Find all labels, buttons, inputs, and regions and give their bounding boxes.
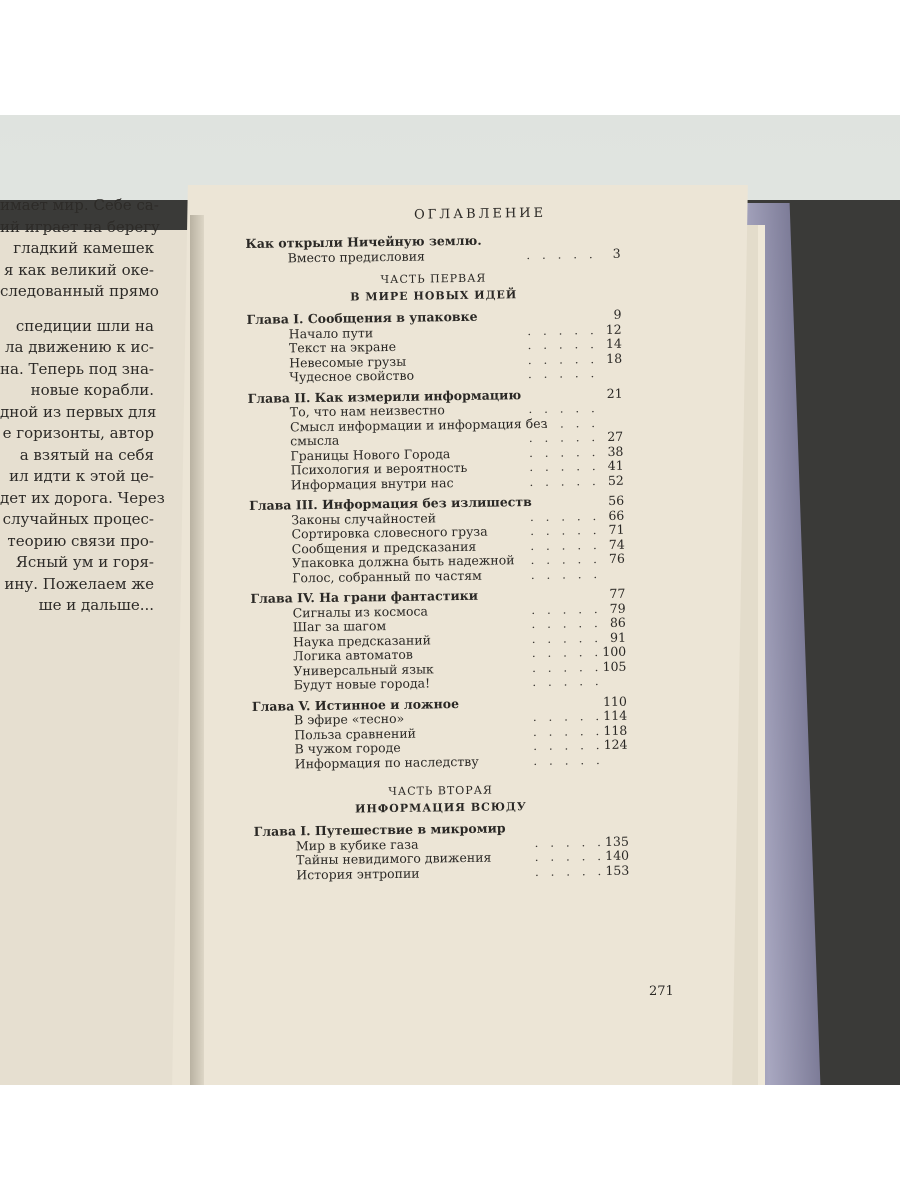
toc-entry-page: 140 [605, 847, 630, 864]
toc-entry-label: Начало пути [288, 324, 374, 341]
text-line: е горизонты, автор [2, 424, 154, 442]
toc-entry-page: 124 [603, 736, 628, 753]
toc-entry-label: Информация по наследству [294, 753, 479, 771]
toc-entry-label: История энтропии [296, 865, 420, 882]
text-line: имает мир. Себе са- [0, 196, 159, 214]
text-line: ий играет на берегу [0, 217, 160, 236]
dot-leader: . . . . . [527, 337, 599, 353]
toc-entry-page: 91 [609, 629, 627, 645]
text-line: Ясный ум и горя- [15, 553, 154, 571]
toc-intro-sub-page: 3 [612, 245, 621, 261]
chapter-heading-label: Глава V. Истинное и ложное [251, 695, 460, 714]
toc-entry-label: Будут новые города! [293, 675, 431, 693]
toc-entry-page: 153 [605, 862, 630, 878]
toc-entry-label: Законы случайностей [291, 509, 437, 527]
dot-leader: . . . . . [529, 459, 600, 475]
dot-leader: . . . . . [529, 508, 601, 524]
dot-leader: . . . . . [528, 401, 599, 417]
toc-entry-label: Наука предсказаний [292, 631, 432, 649]
text-line: спедиции шли на [15, 316, 154, 335]
toc-entry-label: смысла [290, 432, 340, 449]
toc-entry-page: 12 [605, 321, 622, 337]
toc-intro-label: Как открыли Ничейную землю. [245, 232, 482, 251]
dot-leader: . . . . . [531, 601, 602, 617]
chapter-heading-label: Глава III. Информация без излишеств [249, 494, 532, 513]
toc-entry-page: 41 [607, 457, 624, 473]
text-line: теорию связи про- [7, 531, 154, 550]
text-line: а взятый на себя [19, 445, 154, 464]
left-page-text [0, 195, 190, 617]
toc-entry-page: 38 [607, 443, 624, 459]
dot-leader: . . . . . [527, 366, 599, 382]
dot-leader: . . . . . [528, 444, 600, 460]
dot-leader: . . . . . [534, 849, 606, 865]
toc-entry-page: 52 [607, 472, 624, 488]
toc-entry-page: 27 [607, 428, 624, 444]
part-label: ЧАСТЬ ВТОРАЯ [388, 783, 493, 799]
dot-leader: . . . . . [530, 523, 601, 539]
toc-entry-page: 100 [602, 643, 627, 660]
dot-leader: . . . . . [533, 752, 604, 768]
dot-leader: . . . . . [530, 566, 602, 582]
text-line: ше и дальше... [38, 596, 154, 614]
book-gutter [190, 215, 204, 1085]
toc-intro-sub-label: Вместо предисловия [287, 247, 425, 265]
toc-entry-page: 14 [605, 335, 623, 351]
dot-leader: . . . . . [532, 674, 603, 690]
toc-entry-label: Логика автоматов [293, 646, 413, 664]
text-line: на. Теперь под зна- [0, 359, 154, 378]
text-line: случайных процес- [2, 510, 154, 528]
text-line: дной из первых для [0, 402, 157, 421]
dot-leader: . . . . . [532, 723, 604, 739]
toc-entry-label: Текст на экране [288, 338, 397, 356]
dot-leader: . . . . . [530, 552, 602, 568]
chapter-heading-page: 21 [606, 385, 623, 401]
chapter-heading-page: 56 [608, 492, 625, 508]
toc-entry-label: Голос, собранный по частям [292, 567, 482, 585]
toc-entry-label: Смысл информации и информация без [289, 415, 548, 434]
chapter-heading-label: Глава IV. На грани фантастики [250, 587, 479, 606]
paragraph-gap [0, 303, 190, 316]
dot-leader: . . . . . [527, 322, 598, 338]
toc-entry-label: Сортировка словесного груза [291, 523, 488, 542]
dot-leader: . . . . . [534, 863, 606, 879]
dot-leader: . . . . . [534, 834, 605, 850]
page-number: 271 [649, 984, 674, 999]
toc-entry-label: Сообщения и предсказания [291, 538, 477, 556]
chapter-heading-label: Глава II. Как измерили информацию [247, 386, 522, 406]
toc-entry-page: 18 [606, 350, 623, 366]
toc-entry-page: 74 [608, 536, 625, 552]
dot-leader: . . . . . [531, 645, 603, 661]
text-line: дет их дорога. Через [0, 488, 165, 507]
text-line: ил идти к этой це- [9, 467, 154, 485]
toc-entry-label: В чужом городе [294, 739, 401, 757]
chapter-heading-label: Глава I. Путешествие в микромир [253, 820, 506, 839]
toc-entry-page: 76 [608, 550, 626, 566]
toc-entry-page: 135 [604, 833, 629, 849]
toc-entry-page: 71 [608, 521, 625, 537]
dot-leader: . . . . . [528, 415, 600, 431]
toc-entry-page: 114 [603, 707, 628, 724]
chapter-heading-page: 9 [613, 306, 622, 322]
chapter-heading-label: Глава I. Сообщения в упаковке [246, 308, 478, 327]
dot-leader: . . . . . [530, 537, 601, 553]
toc-entry-label: Упаковка должна быть надежной [291, 552, 515, 571]
toc-entry-label: Границы Нового Города [290, 445, 451, 463]
toc-entry-label: Польза сравнений [294, 725, 417, 742]
toc-entry-page: 118 [603, 722, 628, 738]
dot-leader: . . . . . [529, 473, 600, 489]
dot-leader: . . . . . [532, 709, 604, 725]
text-line: ла движению к ис- [4, 338, 154, 356]
toc-entry-label: Психология и вероятность [290, 459, 468, 478]
text-line: я как великий оке- [3, 260, 154, 279]
text-line: гладкий камешек [13, 239, 154, 257]
dot-leader: . . . . . [526, 246, 597, 262]
toc-entry-page: 79 [609, 600, 626, 616]
toc-entry-label: Универсальный язык [293, 660, 434, 678]
toc-entry-label: То, что нам неизвестно [289, 402, 445, 420]
dot-leader: . . . . . [531, 616, 602, 632]
toc-entry-label: Чудесное свойство [289, 367, 415, 385]
text-line: новые корабли. [30, 381, 154, 399]
table-of-contents [245, 205, 629, 889]
toc-entry-page: 66 [608, 507, 625, 523]
toc-entry-label: Тайны невидимого движения [295, 849, 492, 868]
part-title: В МИРЕ НОВЫХ ИДЕЙ [350, 288, 518, 304]
dot-leader: . . . . . [531, 630, 603, 646]
toc-entry-label: Невесомые грузы [289, 353, 407, 370]
part-title: ИНФОРМАЦИЯ ВСЮДУ [354, 800, 527, 816]
toc-entry-page: 105 [602, 658, 627, 674]
dot-leader: . . . . . [531, 659, 603, 675]
chapter-heading-page: 110 [602, 693, 627, 709]
dot-leader: . . . . . [533, 738, 604, 754]
toc-entry-label: Мир в кубике газа [295, 836, 419, 853]
toc-entry-page: 86 [609, 614, 626, 630]
toc-entry-label: В эфире «тесно» [294, 710, 405, 728]
chapter-heading-page: 77 [609, 585, 626, 601]
toc-entry-label: Информация внутри нас [290, 474, 454, 492]
text-line: следованный прямо [0, 282, 159, 300]
text-line: ину. Пожелаем же [4, 574, 154, 593]
toc-entry-label: Сигналы из космоса [292, 602, 428, 620]
dot-leader: . . . . . [528, 430, 600, 446]
toc-entry-label: Шаг за шагом [292, 618, 387, 635]
part-label: ЧАСТЬ ПЕРВАЯ [380, 271, 487, 287]
toc-intro-sub [246, 246, 621, 266]
dot-leader: . . . . . [527, 351, 599, 367]
toc-title: ОГЛАВЛЕНИЕ [413, 205, 547, 223]
